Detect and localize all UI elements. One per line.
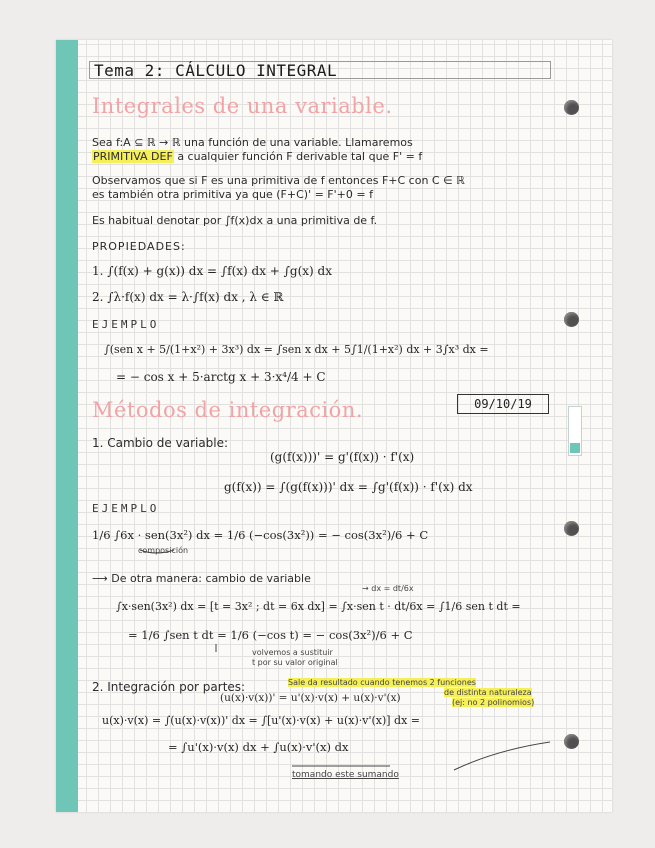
primitiva-label: PRIMITIVA DEF	[93, 150, 173, 163]
example-1-line-1: ∫(sen x + 5/(1+x²) + 3x³) dx = ∫sen x dx + 5∫1/(1+x²) dx + 3∫x³ dx =	[104, 343, 489, 356]
composicion-note: composición	[138, 546, 189, 555]
parts-note-1: Sale da resultado cuando tenemos 2 funciones	[288, 678, 476, 687]
parts-line-1: u(x)·v(x) = ∫(u(x)·v(x))' dx = ∫[u'(x)·v(x) + u(x)·v'(x)] dx =	[102, 714, 421, 727]
chain-integral: g(f(x)) = ∫(g(f(x)))' dx = ∫g'(f(x)) · f'(x) dx	[224, 480, 473, 494]
property-2: 2. ∫λ·f(x) dx = λ·∫f(x) dx , λ ∈ ℝ	[92, 290, 284, 304]
substitution-note-1: volvemos a sustituir	[252, 648, 333, 657]
property-1: 1. ∫(f(x) + g(x)) dx = ∫f(x) dx + ∫g(x) dx	[92, 264, 332, 278]
parts-line-2: = ∫u'(x)·v(x) dx + ∫u(x)·v'(x) dx	[168, 740, 349, 754]
method-1-title: 1. Cambio de variable:	[92, 436, 229, 450]
observation-line-2: es también otra primitiva ya que (F+C)' = F'+0 = f	[92, 188, 373, 201]
alternative-line-1: ∫x·sen(3x²) dx = [t = 3x² ; dt = 6x dx] = ∫x·sen t · dt/6x = ∫1/6 sen t dt =	[116, 600, 521, 613]
pointer-curve	[454, 742, 550, 770]
definition-line-1: Sea f:A ⊆ ℝ → ℝ una función de una variable. Llamaremos	[92, 136, 413, 149]
substitution-note-2: t por su valor original	[252, 658, 338, 667]
example-2-line: 1/6 ∫6x · sen(3x²) dx = 1/6 (−cos(3x²)) = − cos(3x²)/6 + C	[92, 528, 429, 542]
page-title: Tema 2: CÁLCULO INTEGRAL	[94, 61, 338, 80]
parts-note-2: de distinta naturaleza	[444, 688, 532, 697]
observation-line-1: Observamos que si F es una primitiva de f entonces F+C con C ∈ ℝ	[92, 174, 465, 187]
date-text: 09/10/19	[474, 397, 532, 411]
parts-note-4: tomando este sumando	[292, 770, 399, 780]
alternative-dx: → dx = dt/6x	[362, 584, 414, 593]
alternative-line-2: = 1/6 ∫sen t dt = 1/6 (−cos t) = − cos(3x²)/6 + C	[128, 628, 413, 642]
example-1-line-2: = − cos x + 5·arctg x + 3·x⁴/4 + C	[116, 370, 326, 384]
section-heading-integrales: Integrales de una variable.	[92, 94, 393, 118]
decoration-overlay	[56, 40, 612, 812]
composicion-brace	[140, 550, 174, 553]
parts-note-3: (ej: no 2 polinomios)	[452, 698, 535, 707]
chain-rule: (g(f(x)))' = g'(f(x)) · f'(x)	[270, 450, 415, 464]
product-rule: (u(x)·v(x))' = u'(x)·v(x) + u(x)·v'(x)	[220, 692, 401, 704]
method-2-title: 2. Integración por partes:	[92, 680, 246, 694]
section-heading-metodos: Métodos de integración.	[92, 398, 364, 422]
definition-text: a cualquier función F derivable tal que F' = f	[177, 150, 423, 163]
example-label-1: EJEMPLO	[92, 318, 160, 331]
properties-title: PROPIEDADES:	[92, 240, 186, 253]
example-label-2: EJEMPLO	[92, 502, 160, 515]
notebook-page	[56, 40, 612, 812]
notation-line: Es habitual denotar por ∫f(x)dx a una primitiva de f.	[92, 214, 378, 227]
alternative-title: ⟶ De otra manera: cambio de variable	[92, 572, 311, 585]
